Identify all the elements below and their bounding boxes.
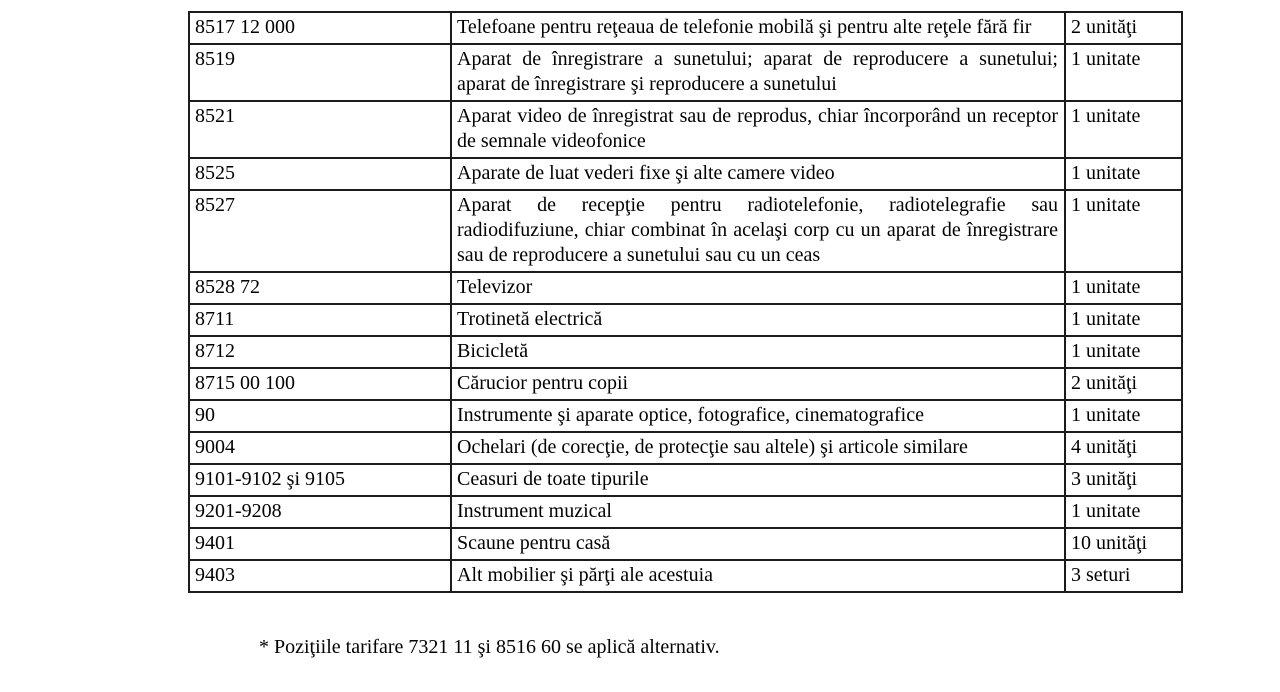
tariff-table <box>188 11 1183 593</box>
tariff-code-cell: 8525 <box>189 158 451 190</box>
table-row <box>189 528 1182 560</box>
description-cell: Instrumente şi aparate optice, fotografice, cinematografice <box>451 400 1065 432</box>
tariff-code-cell: 8519 <box>189 44 451 101</box>
table-row <box>189 304 1182 336</box>
table-row <box>189 190 1182 272</box>
description-cell: Scaune pentru casă <box>451 528 1065 560</box>
tariff-code-cell: 90 <box>189 400 451 432</box>
quantity-cell: 3 seturi <box>1065 560 1182 592</box>
tariff-code-cell: 8715 00 100 <box>189 368 451 400</box>
description-cell: Televizor <box>451 272 1065 304</box>
quantity-cell: 1 unitate <box>1065 496 1182 528</box>
table-row <box>189 44 1182 101</box>
description-cell: Aparat de înregistrare a sunetului; aparat de reproducere a sunetului; aparat de înregistrare şi reproducere a sunetului <box>451 44 1065 101</box>
description-cell: Aparat video de înregistrat sau de reprodus, chiar încorporând un receptor de semnale videofonice <box>451 101 1065 158</box>
quantity-cell: 3 unităţi <box>1065 464 1182 496</box>
description-cell: Alt mobilier şi părţi ale acestuia <box>451 560 1065 592</box>
description-cell: Bicicletă <box>451 336 1065 368</box>
quantity-cell: 1 unitate <box>1065 304 1182 336</box>
quantity-cell: 1 unitate <box>1065 272 1182 304</box>
description-cell: Aparat de recepţie pentru radiotelefonie, radiotelegrafie sau radiodifuziune, chiar combinat în acelaşi corp cu un aparat de înregistrare sau de reproducere a sunetului sau cu un ceas <box>451 190 1065 272</box>
quantity-cell: 1 unitate <box>1065 190 1182 272</box>
quantity-cell: 2 unităţi <box>1065 12 1182 44</box>
tariff-code-cell: 9101-9102 şi 9105 <box>189 464 451 496</box>
description-cell: Telefoane pentru reţeaua de telefonie mobilă şi pentru alte reţele fără fir <box>451 12 1065 44</box>
quantity-cell: 4 unităţi <box>1065 432 1182 464</box>
table-row <box>189 560 1182 592</box>
table-row <box>189 272 1182 304</box>
description-cell: Ochelari (de corecţie, de protecţie sau altele) şi articole similare <box>451 432 1065 464</box>
quantity-cell: 1 unitate <box>1065 400 1182 432</box>
tariff-code-cell: 8517 12 000 <box>189 12 451 44</box>
table-row <box>189 12 1182 44</box>
quantity-cell: 10 unităţi <box>1065 528 1182 560</box>
quantity-cell: 1 unitate <box>1065 101 1182 158</box>
table-row <box>189 432 1182 464</box>
tariff-code-cell: 8712 <box>189 336 451 368</box>
table-row <box>189 336 1182 368</box>
description-cell: Trotinetă electrică <box>451 304 1065 336</box>
tariff-code-cell: 9401 <box>189 528 451 560</box>
description-cell: Cărucior pentru copii <box>451 368 1065 400</box>
quantity-cell: 1 unitate <box>1065 158 1182 190</box>
quantity-cell: 1 unitate <box>1065 44 1182 101</box>
tariff-code-cell: 8711 <box>189 304 451 336</box>
table-row <box>189 158 1182 190</box>
table-row <box>189 400 1182 432</box>
tariff-code-cell: 8521 <box>189 101 451 158</box>
description-cell: Aparate de luat vederi fixe şi alte camere video <box>451 158 1065 190</box>
table-row <box>189 464 1182 496</box>
description-cell: Instrument muzical <box>451 496 1065 528</box>
table-row <box>189 368 1182 400</box>
tariff-code-cell: 9201-9208 <box>189 496 451 528</box>
table-row <box>189 101 1182 158</box>
tariff-code-cell: 9403 <box>189 560 451 592</box>
table-row <box>189 496 1182 528</box>
tariff-code-cell: 8528 72 <box>189 272 451 304</box>
quantity-cell: 2 unităţi <box>1065 368 1182 400</box>
quantity-cell: 1 unitate <box>1065 336 1182 368</box>
tariff-code-cell: 9004 <box>189 432 451 464</box>
tariff-code-cell: 8527 <box>189 190 451 272</box>
footnote: * Poziţiile tarifare 7321 11 şi 8516 60 se aplică alternativ. <box>259 636 720 658</box>
description-cell: Ceasuri de toate tipurile <box>451 464 1065 496</box>
tariff-table-body <box>189 12 1182 592</box>
